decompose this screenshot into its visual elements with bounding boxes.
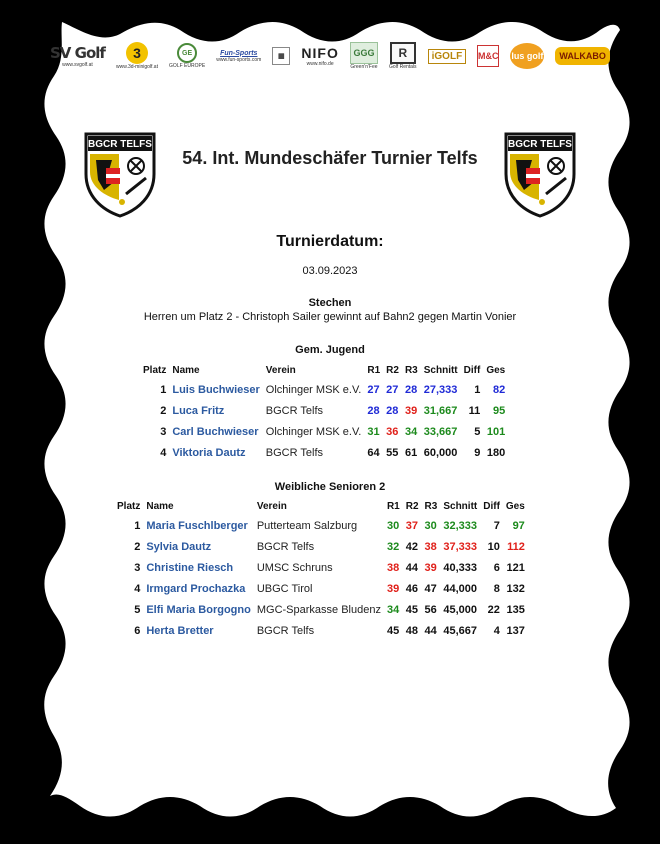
table-row [140,400,508,421]
cell-player-name[interactable]: Maria Fuschlberger [146,519,248,532]
cell-platz: 4 [134,582,141,595]
igolf-logo: iGOLF [428,49,467,64]
mc-logo: M&C [477,45,499,67]
col-platz: Platz [143,364,167,376]
crest-label: BGCR TELFS [88,139,152,150]
green-fee-logo: GGG Green'n'Fee [350,42,378,70]
col-ges: Ges [486,364,506,376]
cell-ges: 135 [506,603,525,616]
cell-player-name[interactable]: Luca Fritz [172,404,225,417]
cell-diff: 7 [493,519,500,532]
cell-r2: 44 [405,561,418,574]
cell-r3: 44 [424,624,437,637]
cell-schnitt: 60,000 [423,446,458,459]
cell-club: Olchinger MSK e.V. [265,383,362,396]
cell-ges: 82 [492,383,506,396]
cell-r1: 34 [386,603,400,616]
col-schnitt: Schnitt [443,500,478,512]
col-verein: Verein [256,500,287,512]
playoff-text: Herren um Platz 2 - Christoph Sailer gewinnt auf Bahn2 gegen Martin Vonier [143,311,517,323]
table-row [114,557,528,578]
table-row [140,421,508,442]
table-header [114,497,528,515]
cell-diff: 11 [468,404,481,417]
cell-diff: 9 [474,446,481,459]
cell-platz: 2 [160,404,167,417]
cell-platz: 1 [160,383,167,396]
cell-platz: 5 [134,603,141,616]
col-r1: R1 [386,500,400,512]
cell-club: MGC-Sparkasse Bludenz [256,603,381,616]
table-header [140,361,508,379]
cell-r3: 34 [404,425,418,438]
cell-r2: 28 [386,404,399,417]
col-r3: R3 [404,364,418,376]
col-r2: R2 [405,500,419,512]
cell-schnitt: 31,667 [423,404,458,417]
cell-player-name[interactable]: Sylvia Dautz [146,540,212,553]
table-row [140,442,508,463]
cell-ges: 101 [486,425,506,438]
col-name: Name [172,364,200,376]
col-schnitt: Schnitt [423,364,458,376]
cell-r1: 39 [386,582,400,595]
cell-club: UBGC Tirol [256,582,313,595]
table-row [114,620,528,641]
cell-club: BGCR Telfs [265,446,324,459]
3-logo: 3 www.3d-minigolf.at [116,42,158,70]
cell-player-name[interactable]: Luis Buchwieser [172,383,260,396]
cell-r1: 38 [386,561,400,574]
col-name: Name [146,500,174,512]
cell-r3: 30 [424,519,437,532]
cell-schnitt: 37,333 [443,540,477,553]
cell-player-name[interactable]: Elfi Maria Borgogno [146,603,251,616]
box-logo: ▦ [272,47,290,65]
sv-golf-logo: SV Golf www.svgolf.at [50,44,105,68]
cell-schnitt: 45,000 [443,603,477,616]
cell-r3: 38 [424,540,437,553]
cell-platz: 3 [134,561,141,574]
cell-diff: 5 [474,425,481,438]
cell-r1: 45 [386,624,400,637]
cell-platz: 4 [160,446,167,459]
cell-diff: 8 [493,582,500,595]
cell-ges: 137 [506,624,525,637]
cell-platz: 6 [134,624,141,637]
cell-schnitt: 27,333 [423,383,458,396]
col-r3: R3 [424,500,438,512]
col-r1: R1 [367,364,381,376]
results-table-senioren [114,497,528,641]
cell-r1: 31 [367,425,380,438]
cell-club: BGCR Telfs [265,404,324,417]
cell-platz: 3 [160,425,167,438]
table-row [114,599,528,620]
sponsor-logo-strip [50,36,610,76]
cell-r2: 55 [386,446,399,459]
cell-club: BGCR Telfs [256,624,315,637]
cell-r2: 37 [405,519,418,532]
col-verein: Verein [265,364,296,376]
cell-r3: 28 [404,383,418,396]
cell-schnitt: 40,333 [443,561,477,574]
cell-player-name[interactable]: Christine Riesch [146,561,234,574]
golf-europe-logo: GE GOLF EUROPE [169,43,205,69]
cell-r2: 45 [405,603,418,616]
cell-ges: 121 [506,561,525,574]
cell-ges: 112 [507,540,525,553]
results-table-jugend [140,361,508,463]
cell-player-name[interactable]: Irmgard Prochazka [146,582,246,595]
tournament-date: 03.09.2023 [302,265,358,277]
col-diff: Diff [463,364,481,376]
cell-schnitt: 33,667 [423,425,458,438]
cell-r3: 61 [404,446,418,459]
cell-r1: 30 [386,519,400,532]
cell-ges: 180 [486,446,506,459]
cell-player-name[interactable]: Herta Bretter [146,624,214,637]
cell-player-name[interactable]: Viktoria Dautz [172,446,246,459]
cell-club: UMSC Schruns [256,561,333,574]
cell-r2: 48 [405,624,418,637]
nifo-logo: NIFO www.nifo.de [301,45,339,67]
fun-sports-logo: Fun-Sports www.fun-sports.com [216,49,262,63]
cell-r1: 64 [367,446,380,459]
playoff-label: Stechen [308,297,352,309]
cell-schnitt: 44,000 [443,582,477,595]
date-label: Turnierdatum: [276,233,384,250]
cell-club: Olchinger MSK e.V. [265,425,362,438]
cell-schnitt: 32,333 [443,519,477,532]
cell-diff: 1 [474,383,481,396]
r-logo: R Golf Rentals [389,42,417,70]
cell-ges: 132 [506,582,525,595]
cell-schnitt: 45,667 [443,624,477,637]
cell-r1: 32 [386,540,400,553]
table-row [114,536,528,557]
club-crest-right [502,130,578,218]
cell-ges: 97 [512,519,525,532]
cell-r2: 46 [405,582,418,595]
table-row [114,578,528,599]
cell-platz: 1 [134,519,141,532]
cell-ges: 95 [492,404,506,417]
cell-diff: 6 [493,561,500,574]
cell-diff: 4 [493,624,500,637]
cell-diff: 22 [487,603,500,616]
cell-r3: 47 [424,582,437,595]
section-title-jugend: Gem. Jugend [295,344,365,356]
club-crest-left [82,130,158,218]
cell-r3: 56 [424,603,437,616]
cell-club: BGCR Telfs [256,540,315,553]
cell-r3: 39 [404,404,418,417]
cell-player-name[interactable]: Carl Buchwieser [172,425,259,438]
col-r2: R2 [386,364,399,376]
page-title: 54. Int. Mundeschäfer Turnier Telfs [182,148,478,168]
cell-diff: 10 [487,540,500,553]
cell-club: Putterteam Salzburg [256,519,358,532]
crest-label: BGCR TELFS [508,139,572,150]
col-platz: Platz [117,500,141,512]
section-title-senioren: Weibliche Senioren 2 [274,481,386,493]
walkabout-logo: WALKABO [555,47,610,65]
table-row [114,515,528,536]
cell-r1: 27 [367,383,380,396]
cell-r2: 27 [386,383,399,396]
col-ges: Ges [505,500,525,512]
cell-platz: 2 [134,540,141,553]
cell-r2: 42 [405,540,418,553]
lus-golf-logo: lus golf [510,43,544,69]
cell-r1: 28 [367,404,380,417]
table-row [140,379,508,400]
cell-r3: 39 [424,561,437,574]
cell-r2: 36 [386,425,399,438]
col-diff: Diff [483,500,500,512]
